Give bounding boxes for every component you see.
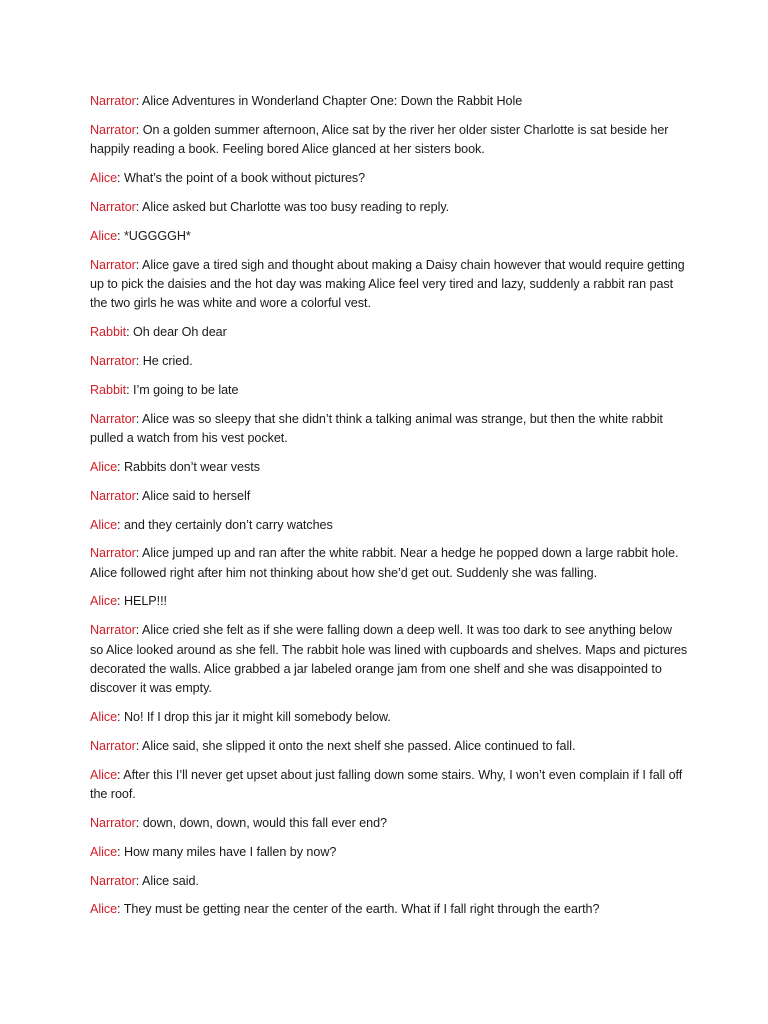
script-line [90,737,688,756]
script-line [90,169,688,188]
line-text: : Alice gave a tired sigh and thought about making a Daisy chain however that would require getting up to pick the daisies and the hot day was making Alice feel very tired and lazy, suddenly a rabbit ran past the two girls he was white and wore a colorful vest. [90,257,685,311]
speaker-name: Narrator [90,257,136,272]
speaker-name: Narrator [90,546,136,561]
speaker-name: Narrator [90,815,136,830]
speaker-name: Narrator [90,353,136,368]
speaker-name: Narrator [90,199,136,214]
script-line [90,256,688,314]
speaker-name: Narrator [90,94,136,108]
script-line [90,352,688,371]
script-line [90,544,688,582]
line-text: : Oh dear Oh dear [126,324,227,339]
script-line [90,516,688,535]
speaker-name: Narrator [90,411,136,426]
script-line [90,900,688,919]
speaker-name: Narrator [90,873,136,888]
line-text: : Alice was so sleepy that she didn’t think a talking animal was strange, but then the white rabbit pulled a watch from his vest pocket. [90,411,663,445]
speaker-name: Alice [90,902,118,917]
speaker-name: Narrator [90,488,136,503]
speaker-name: Alice [90,170,118,185]
script-line [90,766,688,804]
speaker-name: Alice [90,228,118,243]
script-line [90,814,688,833]
line-text: : Alice asked but Charlotte was too busy reading to reply. [135,199,450,214]
speaker-name: Alice [90,459,118,474]
line-text: : On a golden summer afternoon, Alice sat by the river her older sister Charlotte is sat beside her happily reading a book. Feeling bored Alice glanced at her sisters book. [90,122,669,157]
script-line [90,708,688,727]
line-text: : Rabbits don’t wear vests [117,459,260,474]
line-text: : How many miles have I fallen by now? [117,844,337,859]
script-line [90,458,688,477]
line-text: : Alice cried she felt as if she were falling down a deep well. It was too dark to see anything below so Alice looked around as she fell. The rabbit hole was lined with cupboards and shelves. Maps and pictures decorated the walls. Alice grabbed a jar labeled orange jam from one shelf and she was disappointed to discover it was empty. [90,623,688,695]
script-line [90,621,688,698]
script-line [90,592,688,611]
script-line [90,323,688,342]
script-line [90,410,688,448]
script-line [90,487,688,506]
speaker-name: Rabbit [90,382,127,397]
line-text: : I’m going to be late [126,382,239,397]
line-text: : No! If I drop this jar it might kill somebody below. [117,709,391,724]
speaker-name: Narrator [90,122,136,137]
line-text: : HELP!!! [117,594,167,609]
script-line [90,381,688,400]
script-line [90,92,688,111]
line-text: : and they certainly don’t carry watches [117,517,333,532]
speaker-name: Alice [90,594,118,609]
script-line [90,227,688,246]
line-text: : Alice said. [135,873,199,888]
script-line [90,198,688,217]
line-text: : Alice Adventures in Wonderland Chapter One: Down the Rabbit Hole [135,94,523,108]
speaker-name: Alice [90,709,118,724]
line-text: : Alice said to herself [135,488,251,503]
script-line [90,121,688,159]
line-text: : He cried. [135,353,193,368]
line-text: : Alice jumped up and ran after the white rabbit. Near a hedge he popped down a large rabbit hole. Alice followed right after him not thinking about how she’d get out. Suddenly she was falling. [90,546,679,580]
script-line [90,872,688,891]
speaker-name: Narrator [90,623,136,638]
line-text: : What’s the point of a book without pictures? [117,170,366,185]
line-text: : They must be getting near the center of the earth. What if I fall right through the earth? [117,902,600,917]
speaker-name: Alice [90,517,118,532]
speaker-name: Alice [90,844,118,859]
line-text: : Alice said, she slipped it onto the next shelf she passed. Alice continued to fall. [135,738,576,753]
speaker-name: Rabbit [90,324,127,339]
speaker-name: Alice [90,767,118,782]
line-text: : *UGGGGH* [117,228,191,243]
line-text: : down, down, down, would this fall ever end? [135,815,387,830]
script-line [90,843,688,862]
line-text: : After this I’ll never get upset about just falling down some stairs. Why, I won’t even complain if I fall off the roof. [90,767,683,801]
speaker-name: Narrator [90,738,136,753]
